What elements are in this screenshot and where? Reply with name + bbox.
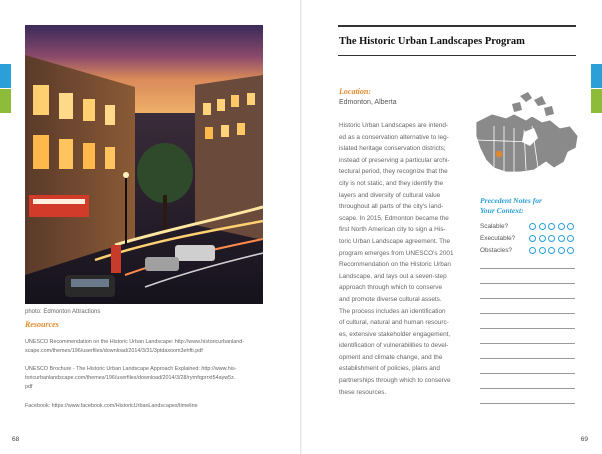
- rating-dots-scalable[interactable]: [529, 223, 574, 230]
- page-number-left: 68: [12, 436, 20, 443]
- page-number-right: 69: [580, 436, 588, 443]
- notes-line[interactable]: [480, 283, 575, 284]
- notes-line[interactable]: [480, 298, 575, 299]
- rating-circle[interactable]: [548, 247, 555, 254]
- resource-line: Facebook: https://www.facebook.com/HistoricUrbanLandscapes/timeline: [25, 403, 198, 409]
- rating-circle[interactable]: [558, 247, 565, 254]
- body-line: establishment of policies, plans and: [339, 365, 440, 373]
- body-line: identification of vulnerabilities to devel-: [339, 342, 449, 350]
- body-line: instead of preserving a particular archi-: [339, 156, 450, 164]
- photo-caption: photo: Edmonton Attractions: [25, 309, 101, 315]
- resource-line: pdf: [25, 384, 33, 390]
- rating-circle[interactable]: [539, 223, 546, 230]
- resource-item: [25, 338, 265, 356]
- page-gutter: [300, 0, 302, 454]
- resource-line: UNESCO Brochure - The Historic Urban Landscape Approach Explained: http://www.his-: [25, 366, 237, 372]
- body-text: [339, 120, 467, 398]
- title-rule-top: [338, 25, 576, 27]
- body-line: of cultural, natural and human resourc-: [339, 319, 449, 327]
- edge-tab-green-left: [0, 89, 11, 113]
- body-line: The process includes an identification: [339, 307, 446, 315]
- body-line: program emerges from UNESCO's 2001: [339, 249, 454, 257]
- resource-line: UNESCO Recommendation on the Historic Urban Landscape: http://www.historicurbanland-: [25, 339, 245, 345]
- precedent-heading-line: Precedent Notes for: [480, 196, 542, 205]
- body-line: toric Urban Landscape agreement. The: [339, 237, 451, 245]
- edge-tab-blue-right: [591, 64, 602, 88]
- notes-line[interactable]: [480, 373, 575, 374]
- body-line: first North American city to sign a His-: [339, 226, 446, 234]
- page-title: The Historic Urban Landscapes Program: [339, 36, 525, 47]
- resource-item: [25, 365, 265, 392]
- body-line: Historic Urban Landscapes are intend-: [339, 122, 449, 129]
- rating-circle[interactable]: [529, 235, 536, 242]
- notes-line[interactable]: [480, 328, 575, 329]
- body-line: partnerships through which to conserve: [339, 377, 451, 385]
- body-line: tectural period, they recognize that the: [339, 168, 448, 176]
- canada-map-art: [472, 90, 584, 186]
- body-line: layers and diversity of cultural value: [339, 191, 441, 199]
- precedent-heading: [480, 196, 580, 216]
- edge-tab-blue-left: [0, 64, 11, 88]
- rating-label-obstacles: Obstacles?: [480, 247, 512, 254]
- rating-dots-executable[interactable]: [529, 235, 574, 242]
- title-rule-bottom: [338, 55, 576, 56]
- notes-line[interactable]: [480, 403, 575, 404]
- body-line: islated heritage conservation districts;: [339, 145, 446, 153]
- rating-label-executable: Executable?: [480, 235, 516, 242]
- street-photo: [25, 25, 263, 304]
- rating-circle[interactable]: [529, 247, 536, 254]
- body-line: these resources.: [339, 388, 387, 396]
- canada-map-icon: [472, 90, 584, 191]
- location-label: Location:: [339, 87, 371, 96]
- rating-circle[interactable]: [529, 223, 536, 230]
- rating-circle[interactable]: [539, 235, 546, 242]
- notes-line[interactable]: [480, 388, 575, 389]
- notes-line[interactable]: [480, 343, 575, 344]
- street-photo-art: [25, 25, 263, 304]
- resource-line: scape.com/themes/196/userfiles/download/2014/3/31/3ptdaxoom3ehfti.pdf: [25, 348, 203, 354]
- body-line: throughout all parts of the city's land-: [339, 203, 444, 211]
- body-line: and promote diverse cultural assets.: [339, 295, 442, 303]
- rating-circle[interactable]: [567, 223, 574, 230]
- resource-line: toricurbanlandscape.com/themes/196/userfiles/download/2014/3/28/ryrnfqprrxt54ayw5z.: [25, 375, 236, 381]
- rating-circle[interactable]: [567, 235, 574, 242]
- notes-line[interactable]: [480, 268, 575, 269]
- body-line: approach through which to conserve: [339, 284, 443, 292]
- body-line: ed as a conservation alternative to leg-: [339, 133, 449, 141]
- body-line: city is not static, and they identify the: [339, 179, 444, 187]
- body-line: scape. In 2015, Edmonton became the: [339, 214, 449, 222]
- body-line: Recommendation on the Historic Urban: [339, 261, 451, 269]
- rating-label-scalable: Scalable?: [480, 223, 509, 230]
- rating-circle[interactable]: [567, 247, 574, 254]
- rating-circle[interactable]: [548, 223, 555, 230]
- body-line: es, extensive stakeholder engagement,: [339, 330, 451, 338]
- body-line: Landscape, and lays out a seven-step: [339, 272, 447, 280]
- rating-circle[interactable]: [558, 235, 565, 242]
- body-line: opment and climate change, and the: [339, 353, 443, 361]
- rating-circle[interactable]: [558, 223, 565, 230]
- precedent-heading-line: Your Context:: [480, 206, 524, 215]
- notes-line[interactable]: [480, 358, 575, 359]
- rating-circle[interactable]: [548, 235, 555, 242]
- resource-item: [25, 402, 265, 411]
- rating-dots-obstacles[interactable]: [529, 247, 574, 254]
- edge-tab-green-right: [591, 89, 602, 113]
- notes-line[interactable]: [480, 313, 575, 314]
- location-value: Edmonton, Alberta: [339, 99, 397, 106]
- resources-heading: Resources: [25, 320, 59, 329]
- rating-circle[interactable]: [539, 247, 546, 254]
